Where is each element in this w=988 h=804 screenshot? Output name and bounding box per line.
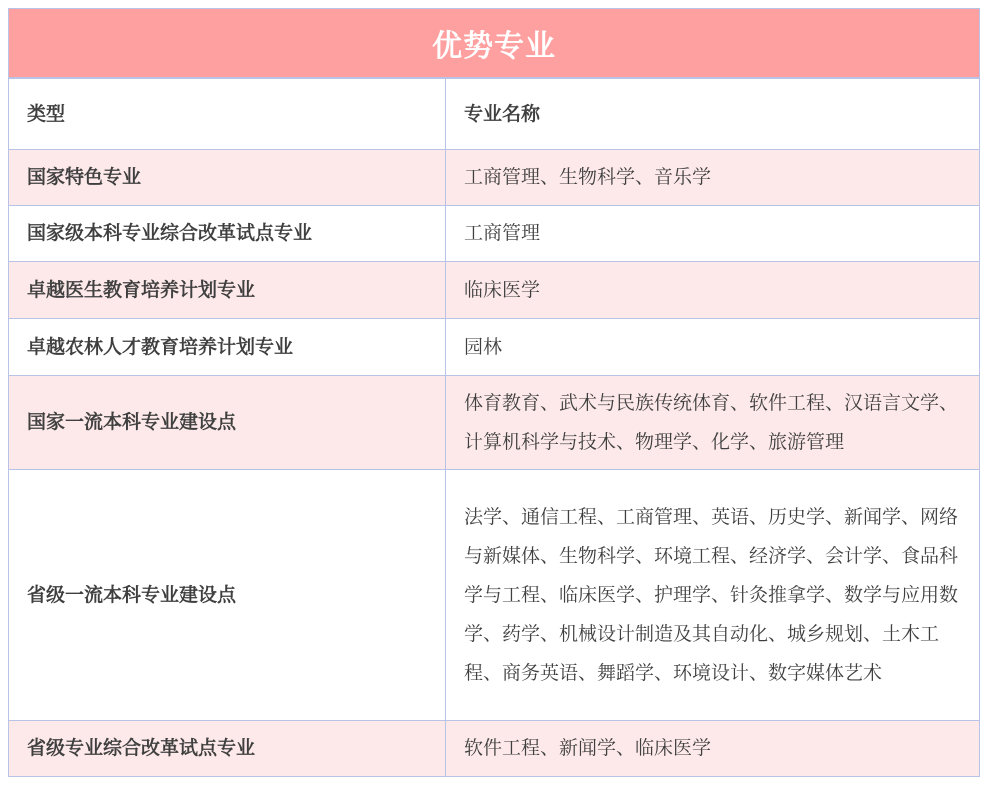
table-row [9, 721, 980, 777]
row-names: 临床医学 [446, 262, 980, 319]
row-names: 软件工程、新闻学、临床医学 [446, 721, 980, 777]
row-names: 工商管理、生物科学、音乐学 [446, 150, 980, 206]
row-names: 法学、通信工程、工商管理、英语、历史学、新闻学、网络与新媒体、生物科学、环境工程、经济学、会计学、食品科学与工程、临床医学、护理学、针灸推拿学、数学与应用数学、药学、机械设计制造及其自动化、城乡规划、土木工程、商务英语、舞蹈学、环境设计、数字媒体艺术 [446, 470, 980, 721]
row-type: 国家特色专业 [9, 150, 446, 206]
row-type: 省级一流本科专业建设点 [9, 470, 446, 721]
table-row [9, 470, 980, 721]
header-type: 类型 [9, 79, 446, 150]
table-row [9, 376, 980, 470]
table-header-row [9, 79, 980, 150]
row-names: 园林 [446, 319, 980, 376]
row-type: 省级专业综合改革试点专业 [9, 721, 446, 777]
table-title: 优势专业 [8, 8, 980, 78]
majors-table [8, 78, 980, 777]
row-names: 工商管理 [446, 206, 980, 262]
row-type: 卓越农林人才教育培养计划专业 [9, 319, 446, 376]
row-type: 国家一流本科专业建设点 [9, 376, 446, 470]
table-row [9, 319, 980, 376]
row-type: 国家级本科专业综合改革试点专业 [9, 206, 446, 262]
row-type: 卓越医生教育培养计划专业 [9, 262, 446, 319]
table-row [9, 206, 980, 262]
table-row [9, 262, 980, 319]
table-row [9, 150, 980, 206]
row-names: 体育教育、武术与民族传统体育、软件工程、汉语言文学、计算机科学与技术、物理学、化学、旅游管理 [446, 376, 980, 470]
header-names: 专业名称 [446, 79, 980, 150]
majors-table-container [8, 8, 980, 777]
